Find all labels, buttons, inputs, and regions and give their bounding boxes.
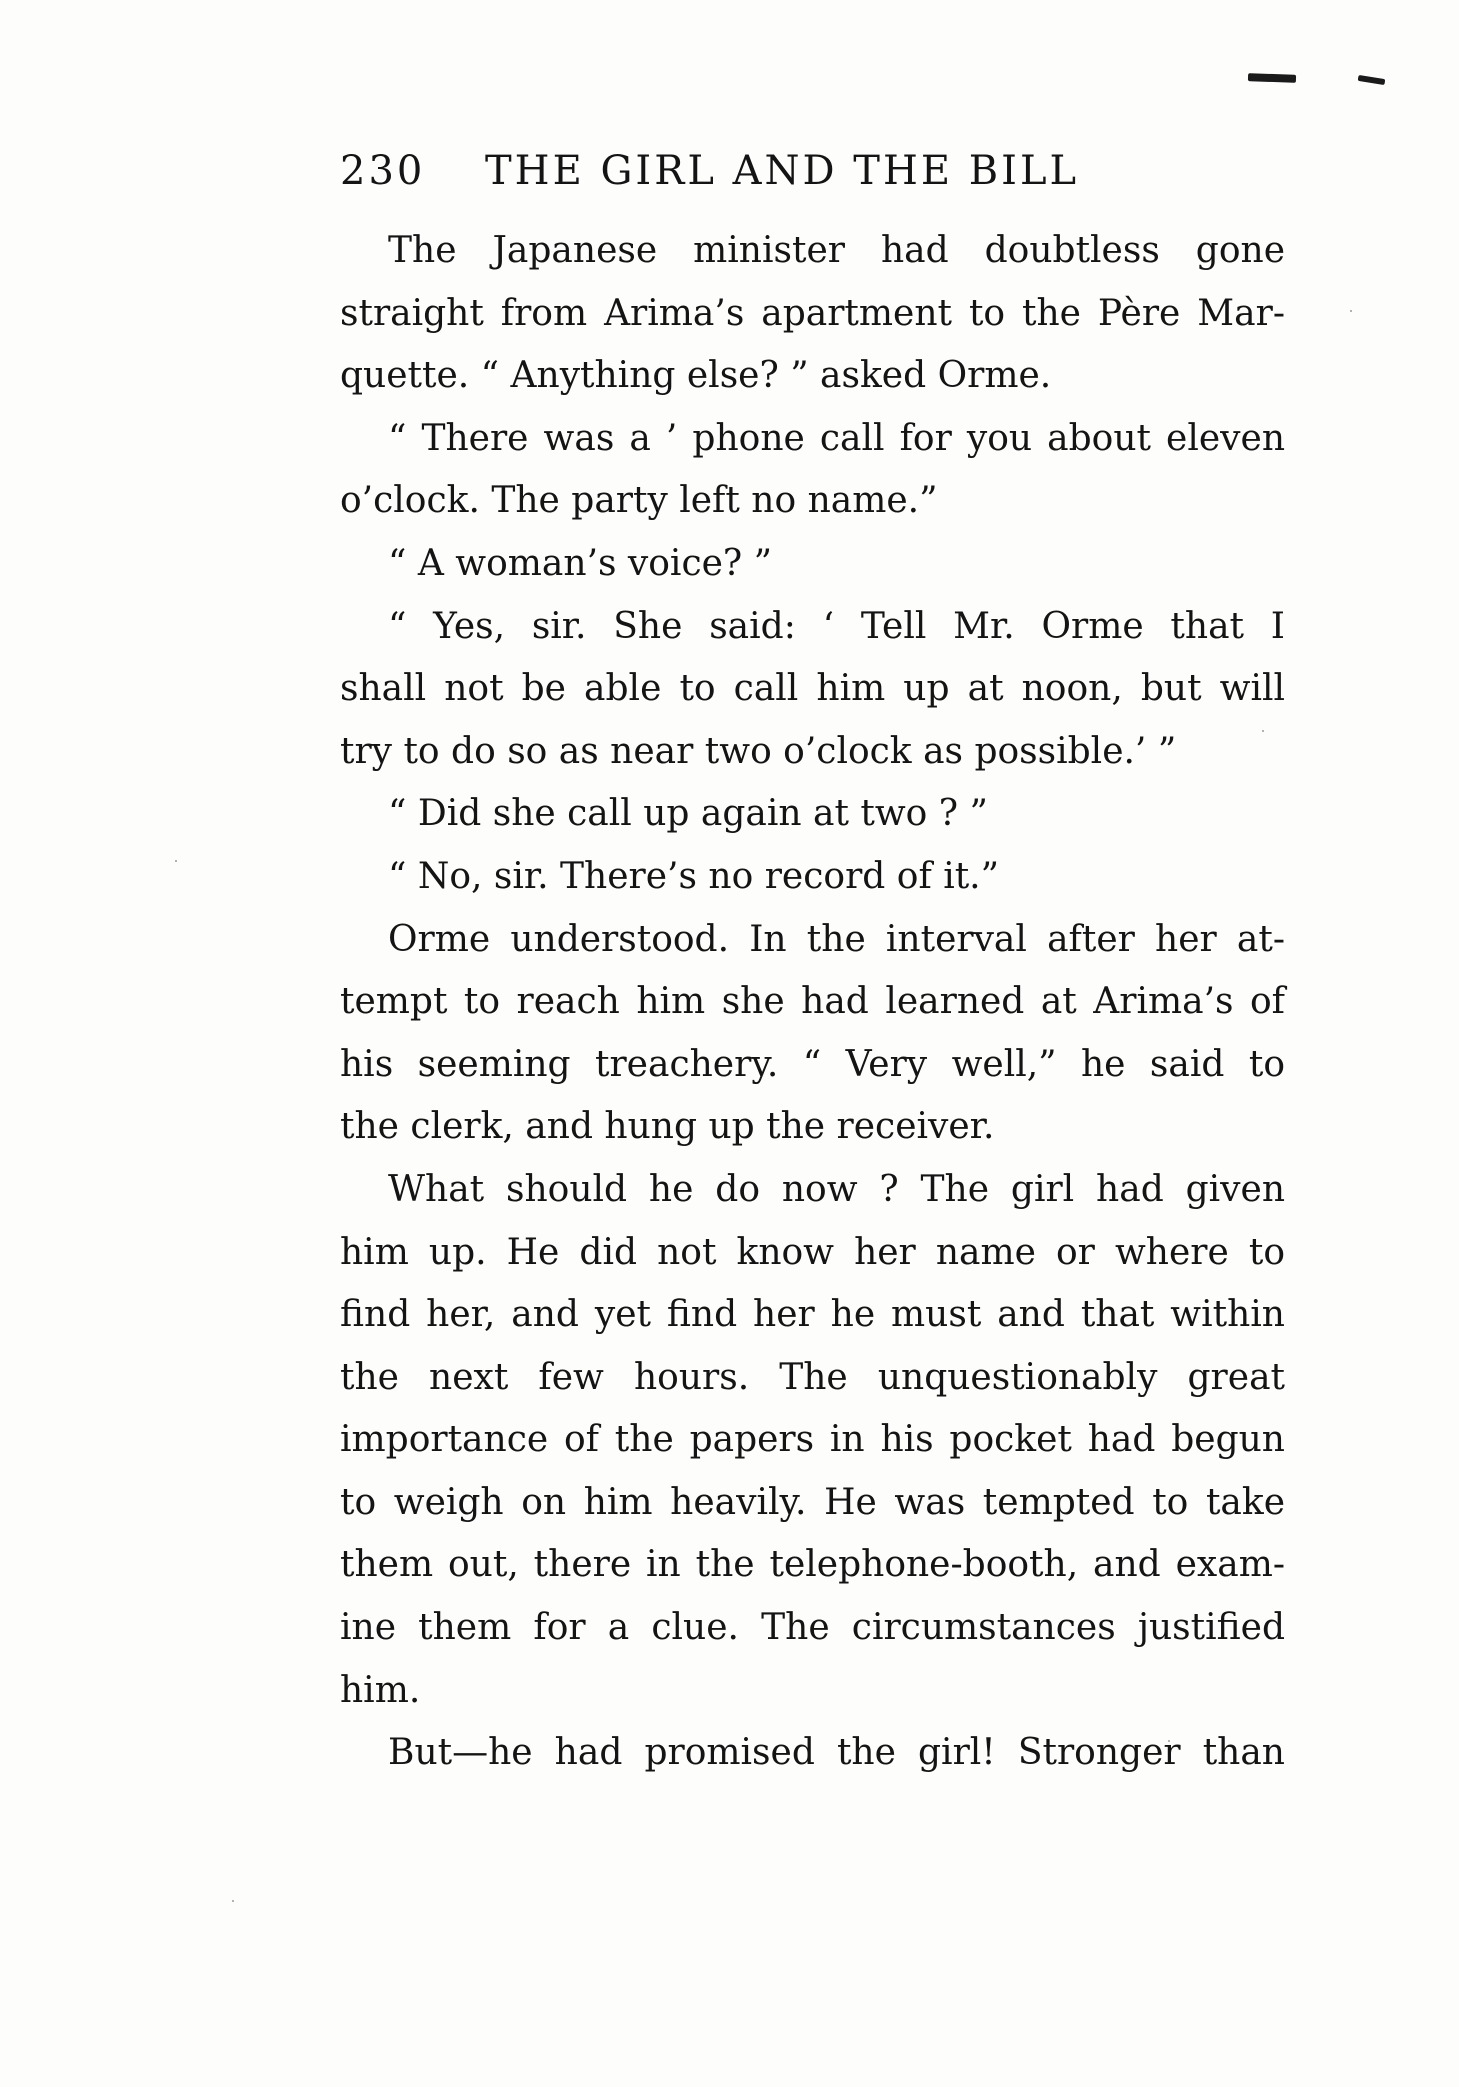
paragraph [340, 220, 1285, 408]
running-head [340, 148, 1290, 204]
paragraph [340, 596, 1285, 784]
paragraph [340, 533, 1285, 596]
text-line: him. [340, 1669, 421, 1711]
text-line: “ There was a ’ phone call for you about eleven [388, 417, 1285, 459]
page-number: 230 [340, 148, 426, 194]
text-line: the next few hours. The unquestionably great [340, 1356, 1285, 1398]
text-line: tempt to reach him she had learned at Arima’s of [340, 981, 1285, 1023]
paragraph [340, 783, 1285, 846]
text-line: “ No, sir. There’s no record of it.” [388, 855, 1000, 897]
text-line: ine them for a clue. The circumstances justified [340, 1607, 1285, 1649]
paper-speck [175, 860, 177, 862]
text-line: quette. “ Anything else? ” asked Orme. [340, 355, 1052, 397]
paper-speck [1350, 310, 1352, 312]
text-line: his seeming treachery. “ Very well,” he said to [340, 1043, 1285, 1085]
ink-mark [1248, 73, 1296, 83]
paragraph [340, 1159, 1285, 1722]
text-line: him up. He did not know her name or where to [340, 1231, 1285, 1273]
body-text [340, 220, 1285, 1785]
running-title: THE GIRL AND THE BILL [485, 148, 1080, 194]
text-line: them out, there in the telephone-booth, and exam- [340, 1544, 1285, 1586]
paragraph [340, 846, 1285, 909]
text-line: straight from Arima’s apartment to the Père Mar- [340, 292, 1285, 334]
text-line: importance of the papers in his pocket had begun [340, 1419, 1285, 1461]
text-line: Orme understood. In the interval after her at- [388, 918, 1285, 960]
paragraph [340, 408, 1285, 533]
text-line: shall not be able to call him up at noon, but will [340, 668, 1285, 710]
text-line: “ Yes, sir. She said: ‘ Tell Mr. Orme that I [388, 605, 1285, 647]
paragraph [340, 1722, 1285, 1785]
text-line: try to do so as near two o’clock as possible.’ ” [340, 730, 1177, 772]
text-line: What should he do now ? The girl had given [388, 1168, 1285, 1210]
text-line: o’clock. The party left no name.” [340, 480, 938, 522]
paragraph [340, 909, 1285, 1159]
text-line: “ A woman’s voice? ” [388, 542, 773, 584]
ink-mark [1358, 75, 1386, 85]
text-line: find her, and yet find her he must and that within [340, 1294, 1285, 1336]
text-line: But—he had promised the girl! Stronger than [388, 1732, 1285, 1774]
paper-speck [232, 1900, 234, 1902]
text-line: to weigh on him heavily. He was tempted to take [340, 1481, 1285, 1523]
text-line: The Japanese minister had doubtless gone [388, 230, 1285, 271]
text-line: the clerk, and hung up the receiver. [340, 1106, 995, 1148]
text-line: “ Did she call up again at two ? ” [388, 793, 988, 835]
